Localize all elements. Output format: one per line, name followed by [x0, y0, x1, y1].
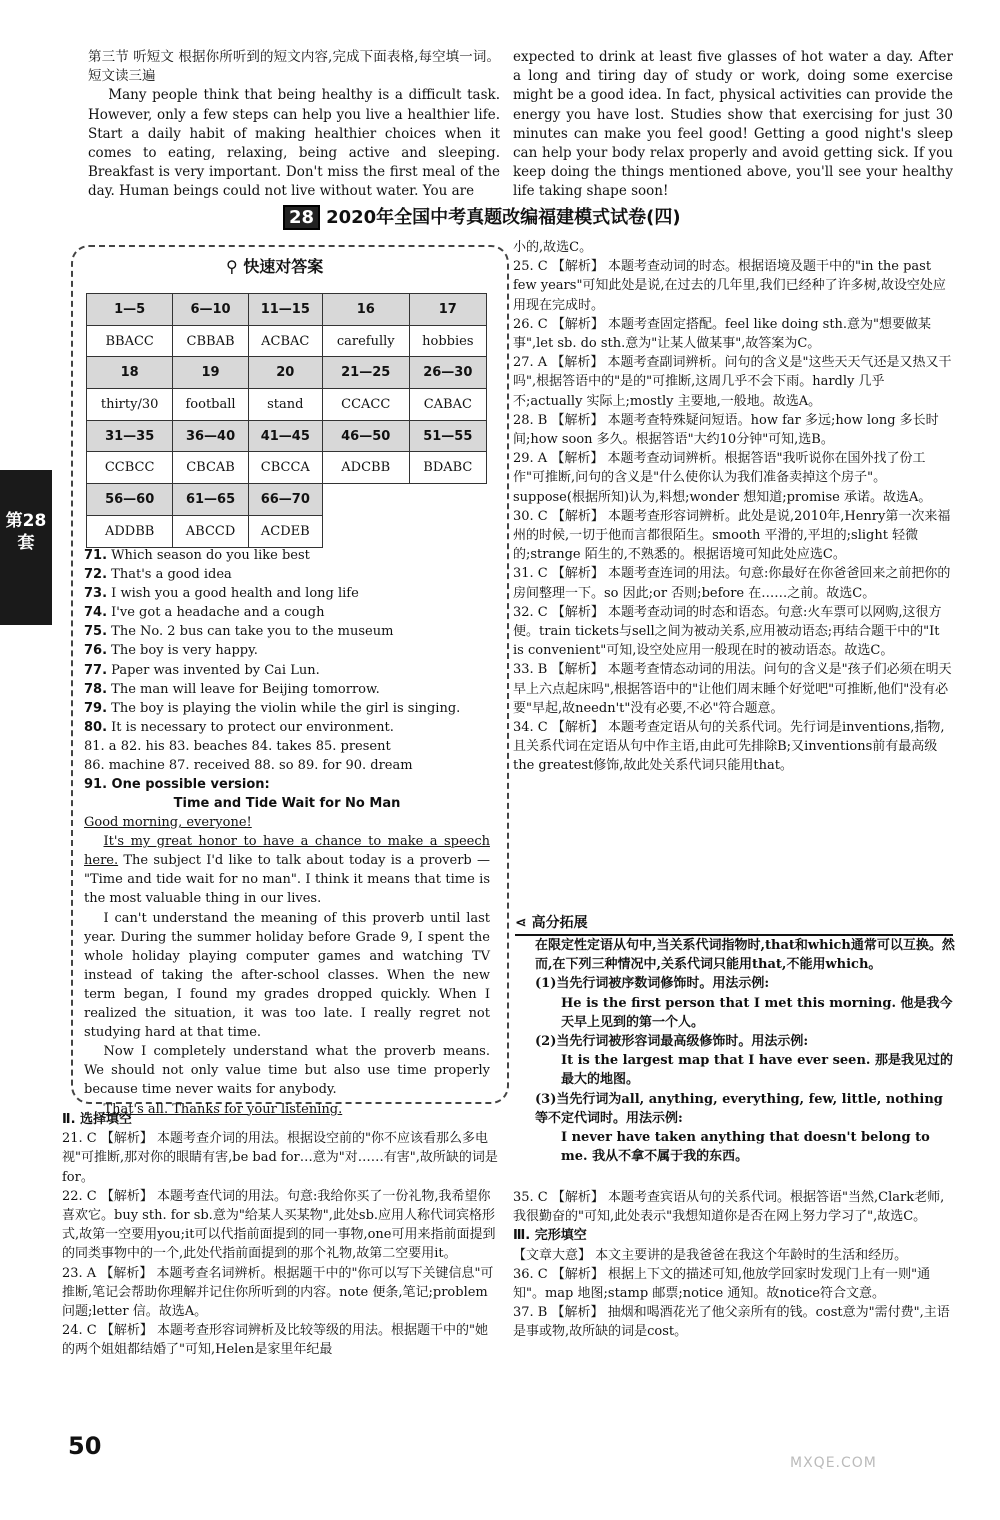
list-item: 29. A 【解析】 本题考查动词辨析。根据答语"我听说你在国外找了份工作"可推断,问句的含义是"什么使你认为我们准备卖掉这个房子"。suppose(根据所知)认为,料想;wonder 想知道;promise 承诺。故选A。 — [513, 451, 932, 505]
essay-greeting: Good morning, everyone! — [84, 815, 252, 831]
list-item: 27. A 【解析】 本题考查副词辨析。问句的含义是"这些天天气还是又热又干吗",根据答语中的"是的"可推断,这周几乎不会下雨。hardly 几乎不;actually 实际上;mostly 主要地,一般地。故选A。 — [513, 355, 952, 409]
q91-label: 91. One possible version: — [84, 777, 270, 793]
list-item: 21. C 【解析】 本题考查介词的用法。根据设空前的"你不应该看那么多电视"可推断,那对你的眼睛有害,be bad for…意为"对……有害",故所缺的词是for。 — [62, 1131, 498, 1185]
list-item: 32. C 【解析】 本题考查动词的时态和语态。句意:火车票可以网购,这很方便。train tickets与sell之间为被动关系,应用被动语态;再结合题干中的"It is convenient"可知,设空处应用一般现在时的被动语态。故选C。 — [513, 604, 942, 659]
set-number-badge: 28 — [283, 205, 320, 230]
short-answer-list — [84, 546, 494, 794]
table-row: 1—5 6—10 11—15 16 17 — [87, 294, 487, 326]
list-item: 74. I've got a headache and a cough — [84, 605, 325, 621]
table-row: CCBCC CBCAB CBCCA ADCBB BDABC — [87, 452, 487, 484]
section-header — [283, 203, 743, 233]
list-item: 37. B 【解析】 抽烟和喝酒花光了他父亲所有的钱。cost意为"需付费",主语是事或物,故所缺的词是cost。 — [513, 1305, 950, 1340]
article-main-idea: 【文章大意】 本文主要讲的是我爸爸在我这个年龄时的生活和经历。 — [513, 1247, 908, 1263]
right-column-explanations-2 — [513, 1188, 953, 1342]
list-item: 33. B 【解析】 本题考查情态动词的用法。问句的含义是"孩子们必须在明天早上六点起床吗",根据答语中的"让他们周末睡个好觉吧"可推断,他们"没有必要"早起,故needn't"没有必要,不必"符合题意。 — [513, 662, 952, 716]
list-item: 31. C 【解析】 本题考查连词的用法。句意:你最好在你爸爸回来之前把你的房间整理一下。so 因此;or 否则;before 在……之前。故选C。 — [513, 566, 951, 601]
watermark: MXQE.COM — [790, 1455, 877, 1471]
table-row: 31—35 36—40 41—45 46—50 51—55 — [87, 420, 487, 452]
passage-part2: expected to drink at least five glasses of hot water a day. After a long and tiring day of study or work, doing some exercise might be a good idea. In fact, physical activities can provide the energy you have lost. Studies show that exercising for just 30 minutes can make you feel good! Getting a good night's sleep can help your body relax properly and avoid getting sick. If you keep doing the things mentioned above, you'll see your healthy life taking shape soon! — [513, 49, 953, 200]
list-item: 28. B 【解析】 本题考查特殊疑问短语。how far 多远;how long 多长时间;how soon 多久。根据答语"大约10分钟"可知,选B。 — [513, 412, 939, 448]
list-item: 34. C 【解析】 本题考查定语从句的关系代词。先行词是inventions,指物,且关系代词在定语从句中作主语,由此可先排除B;又inventions前有最高级the greatest修饰,故此处关系代词只能用that。 — [513, 720, 945, 774]
quick-answer-title: ⚲ 快速对答案 — [226, 257, 324, 276]
list-item: 78. The man will leave for Beijing tomorrow. — [84, 681, 380, 697]
list-item: 26. C 【解析】 本题考查固定搭配。feel like doing sth.意为"想要做某事",let sb. do sth.意为"让某人做某事",故答案为C。 — [513, 316, 932, 352]
list-item: 小的,故选C。 — [513, 240, 593, 255]
list-item: 30. C 【解析】 本题考查形容词辨析。此处是说,2010年,Henry第一次来福州的时候,一切于他而言都很陌生。smooth 平滑的,平坦的;slight 轻微的;strange 陌生的,不熟悉的。根据语境可知此处应选C。 — [513, 508, 951, 563]
list-item: 80. It is necessary to protect our environment. — [84, 719, 394, 735]
fill-answers-1: 81. a 82. his 83. beaches 84. takes 85. present — [84, 738, 391, 754]
sample-essay — [84, 794, 490, 1119]
table-row: 18 19 20 21—25 26—30 — [87, 357, 487, 389]
top-left-passage — [88, 48, 500, 202]
list-item: 75. The No. 2 bus can take you to the museum — [84, 624, 394, 640]
section-3-heading: Ⅲ. 完形填空 — [513, 1228, 587, 1244]
list-item: 36. C 【解析】 根据上下文的描述可知,他放学回家时发现门上有一则"通知"。map 地图;stamp 邮票;notice 通知。故notice符合文意。 — [513, 1266, 931, 1302]
list-item: 23. A 【解析】 本题考查名词辨析。根据题干中的"你可以写下关键信息"可推断,笔记会帮助你理解并记住你所听到的内容。note 便条,笔记;problem 问题;letter 信。故选A。 — [62, 1265, 494, 1320]
list-item: 22. C 【解析】 本题考查代词的用法。句意:我给你买了一份礼物,我希望你喜欢它。buy sth. for sb.意为"给某人买某物",此处sb.应用人称代词宾格形式,故第一空要用you;it可以代指前面提到的同一事物,one可用来指前面提到的同类事物中的一个,此处代指前面提到的那个礼物,故第二空要用it。 — [62, 1188, 496, 1262]
essay-p3: Now I completely understand what the proverb means. We should not only value time but also use time properly because time never waits for anybody. — [84, 1044, 490, 1098]
essay-p2: I can't understand the meaning of this proverb until last year. During the summer holiday before Grade 9, I spent the whole holiday playing computer games and watching TV instead of taking the after-school classes. When the new term began, I found my grades dropped quickly. When I realized the situation, it was too late. I really regret not studying hard at that time. — [84, 910, 490, 1041]
passage-part1: Many people think that being healthy is a difficult task. However, only a few steps can help you live a healthier life. Start a daily habit of making healthier choices when it comes to eating, relaxing, being active and sleeping. Breakfast is very important. Don't miss the first meal of the day. Human beings could not live without water. You are — [88, 87, 500, 200]
share-icon: ⋖ — [515, 915, 527, 931]
search-icon: ⚲ — [226, 257, 238, 276]
listening-instruction: 第三节 听短文 根据你所听到的短文内容,完成下面表格,每空填一词。短文读三遍 — [88, 49, 500, 85]
list-item: 35. C 【解析】 本题考查宾语从句的关系代词。根据答语"当然,Clark老师,我很勤奋的"可知,此处表示"我想知道你是否在网上努力学习了",故选C。 — [513, 1190, 945, 1225]
table-row: 56—60 61—65 66—70 — [87, 484, 487, 516]
list-item: 72. That's a good idea — [84, 567, 232, 583]
section-title: 2020年全国中考真题改编福建模式试卷(四) — [326, 207, 681, 228]
essay-closing: That's all. Thanks for your listening. — [103, 1101, 343, 1117]
page-number: 50 — [68, 1432, 102, 1460]
gaofen-header: ⋖ 高分拓展 — [515, 912, 953, 936]
list-item: 24. C 【解析】 本题考查形容词辨析及比较等级的用法。根据题干中的"她的两个姐姐都结婚了"可知,Helen是家里年纪最 — [62, 1323, 488, 1358]
essay-p1-rest: The subject I'd like to talk about today is a proverb — "Time and tide wait for no man". I think it means that time is the most valuable thing in our lives. — [84, 853, 490, 907]
list-item: 73. I wish you a good health and long life — [84, 586, 359, 602]
set-side-tab: 第28套 — [0, 470, 52, 625]
table-row: ADDBB ABCCD ACDEB — [87, 515, 487, 547]
table-row: BBACC CBBAB ACBAC carefully hobbies — [87, 325, 487, 357]
section-2-heading: Ⅱ. 选择填空 — [62, 1112, 133, 1127]
list-item: 25. C 【解析】 本题考查动词的时态。根据语境及题干中的"in the past few years"可知此处是说,在过去的几年里,我们已经种了许多树,故设空处应用现在完成时。 — [513, 259, 946, 313]
fill-answers-2: 86. machine 87. received 88. so 89. for 90. dream — [84, 758, 413, 774]
right-column-explanations — [513, 238, 953, 776]
list-item: 79. The boy is playing the violin while the girl is singing. — [84, 700, 461, 716]
essay-p1-first: It's my great honor to have a chance to make a speech here. — [84, 834, 490, 869]
gaofen-content: 在限定性定语从句中,当关系代词指物时,that和which通常可以互换。然而,在下列三种情况中,关系代词只能用that,不能用which。 (1)当先行词被序数词修饰时。用法示例: He is the first person that I met this morning. 他是我今天早上见到的第一个人。 (2)当先行词被形容词最高级修饰时。用法示例: It is the largest map that I have ever seen. 那是我见过的最大的地图。 (3)当先行词为all, anything, everything, few, little, nothing等不定代词时。用法示例: I never have taken anything that doesn't belong to me. 我从不拿不属于我的东西。 — [535, 938, 955, 1165]
essay-title: Time and Tide Wait for No Man — [173, 796, 401, 811]
list-item: 77. Paper was invented by Cai Lun. — [84, 662, 320, 678]
answer-table — [86, 293, 487, 548]
list-item: 71. Which season do you like best — [84, 548, 310, 563]
list-item: 76. The boy is very happy. — [84, 643, 258, 659]
left-column-explanations — [62, 1110, 500, 1360]
table-row: thirty/30 football stand CCACC CABAC — [87, 389, 487, 421]
